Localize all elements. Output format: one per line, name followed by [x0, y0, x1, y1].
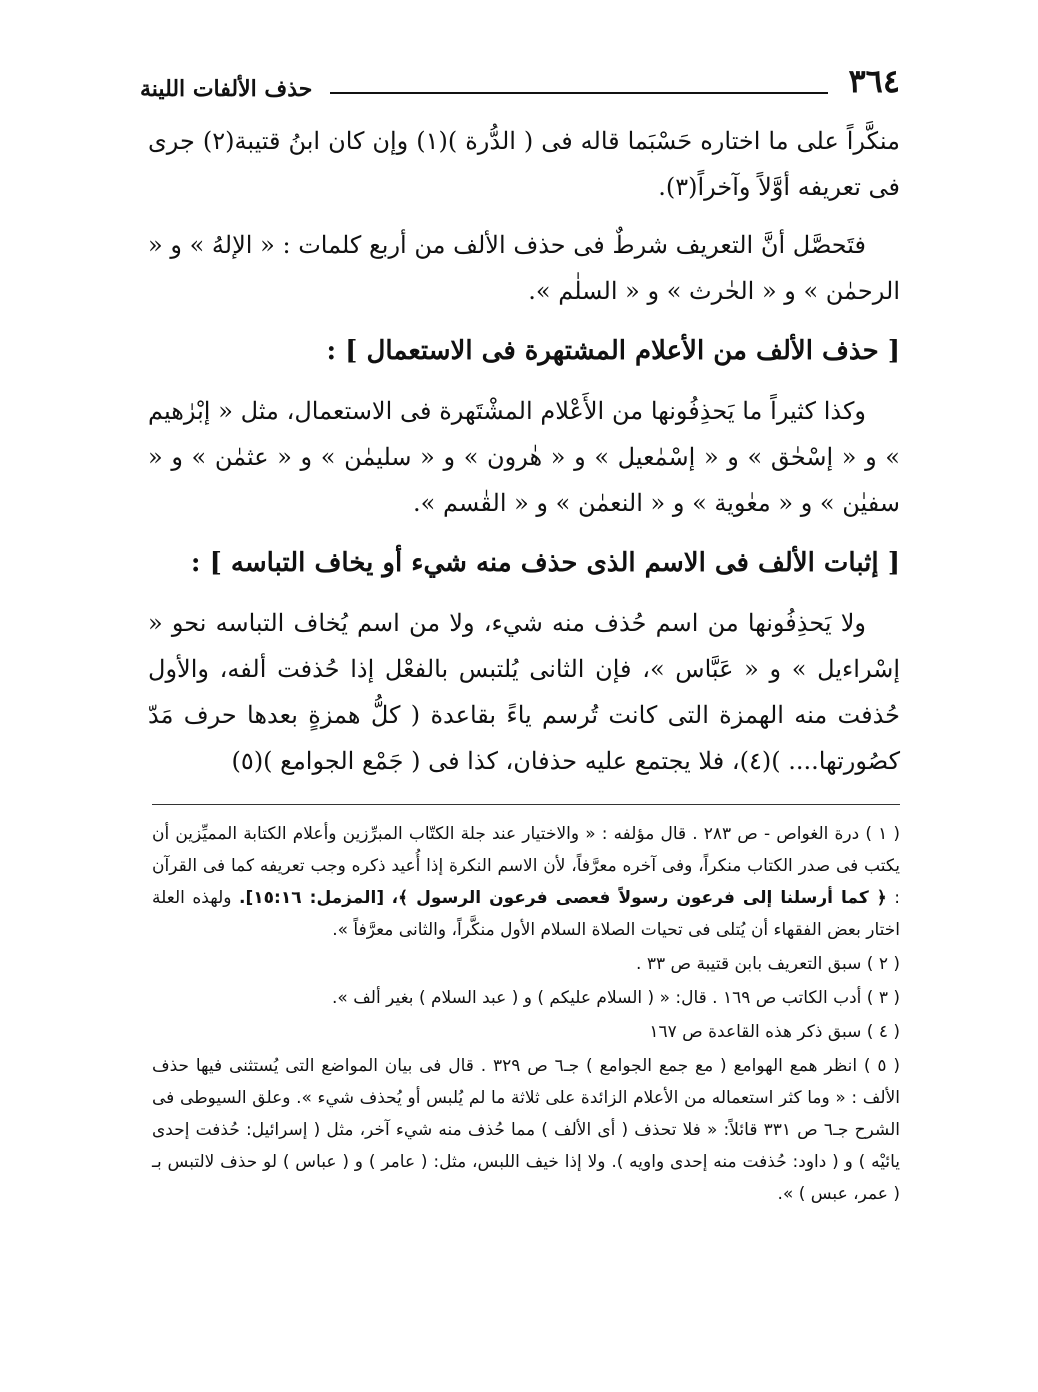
section-heading-2: [ إثبات الألف فى الاسم الذى حذف منه شيء أو يخاف التباسه ] : [190, 548, 900, 578]
footnote-4: ( ٤ ) سبق ذكر هذه القاعدة ص ١٦٧ [649, 1022, 900, 1042]
footnote-1-verse-ref: [المزمل: ١٥:١٦]. [239, 888, 385, 908]
footnote-1-text: ( ١ ) درة الغواص - ص ٢٨٣ . قال مؤلفه : « والاختيار عند جلة الكتّاب المبرِّزين وأعلام الكتابة المميِّزين أن يكتب فى صدر الكتاب منكراً، وفى آخره معرَّفاً، لأن الاسم النكرة إذا أُعيد ذكره وجب تعريفه كما فى القرآن : [152, 824, 901, 908]
page-number: ٣٦٤ [848, 62, 900, 100]
paragraph-3: وكذا كثيراً ما يَحذِفُونها من الأَعْلام المشْتَهرة فى الاستعمال، مثل « إبْرٰهيم » و « إسْحٰق » و « إسْمٰعيل » و « هٰرون » و « سليمٰن » و « عثمٰن » و « سفيٰن » و « معٰوية » و « النعمٰن » و « القٰسم ». [148, 397, 900, 517]
paragraph-4: ولا يَحذِفُونها من اسم حُذف منه شيء، ولا من اسم يُخاف التباسه نحو « إسْراءيل » و « عَبَّاس »، فإن الثانى يُلتبس بالفعْل إذا حُذفت ألفه، والأول حُذفت منه الهمزة التى كانت تُرسم ياءً بقاعدة ( كلُّ همزةٍ بعدها حرف مَدّ كصُورتها.... )(٤)، فلا يجتمع عليه حذفان، كذا فى ( جَمْع الجوامع )(٥) [148, 609, 900, 775]
paragraph-1: منكَّراً على ما اختاره حَسْبَما قاله فى ( الدُّرة )(١) وإن كان ابنُ قتيبة(٢) جرى فى تعريفه أوَّلاً وآخراً(٣). [148, 127, 901, 201]
paragraph-2: فتَحصَّل أنَّ التعريف شرطٌ فى حذف الألف من أربع كلمات : « الإلهُ » و « الرحمٰن » و « الحٰرث » و « السلٰم ». [148, 231, 900, 305]
footnote-1-quran-verse: ﴿ كما أرسلنا إلى فرعون رسولاً فعصى فرعون الرسول ﴾، [391, 888, 887, 908]
footnote-2: ( ٢ ) سبق التعريف بابن قتيبة ص ٣٣ . [636, 954, 900, 974]
page-header [140, 62, 900, 112]
running-title: حذف الألفات اللينة [140, 76, 313, 102]
footnote-3: ( ٣ ) أدب الكاتب ص ١٦٩ . قال: « ( السلام عليكم ) و ( عبد السلام ) بغير ألف ». [331, 988, 900, 1008]
footnotes [152, 818, 900, 1212]
footnote-1-rest: ولهذه العلة اختار بعض الفقهاء أن يُتلى فى تحيات الصلاة السلام الأول منكَّراً، والثانى معرَّفاً ». [152, 888, 900, 940]
header-rule [330, 92, 828, 94]
footnote-separator [152, 804, 900, 805]
main-text [148, 118, 900, 796]
section-heading-1: [ حذف الألف من الأعلام المشتهرة فى الاستعمال ] : [326, 336, 900, 366]
footnote-1 [152, 818, 900, 946]
footnote-5: ( ٥ ) انظر همع الهوامع ( مع جمع الجوامع ) جـ٦ ص ٣٢٩ . قال فى بيان المواضع التى يُستثنى فيها حذف الألف : « وما كثر استعماله من الأعلام الزائدة على ثلاثة ما لم يُلبس أو يُحذف شيء ». وعلق السيوطى فى الشرح جـ٦ ص ٣٣١ قائلاً: « فلا تحذف ( أى الألف ) مما حُذف منه شيء آخر، مثل ( إسرائيل: حُذفت إحدى يائيْه ) و ( داود: حُذفت منه إحدى واويه ). ولا إذا خيف اللبس، مثل: ( عامر ) و ( عباس ) لو حذف لالتبس بـ ( عمر، عبس ) ». [152, 1056, 900, 1204]
